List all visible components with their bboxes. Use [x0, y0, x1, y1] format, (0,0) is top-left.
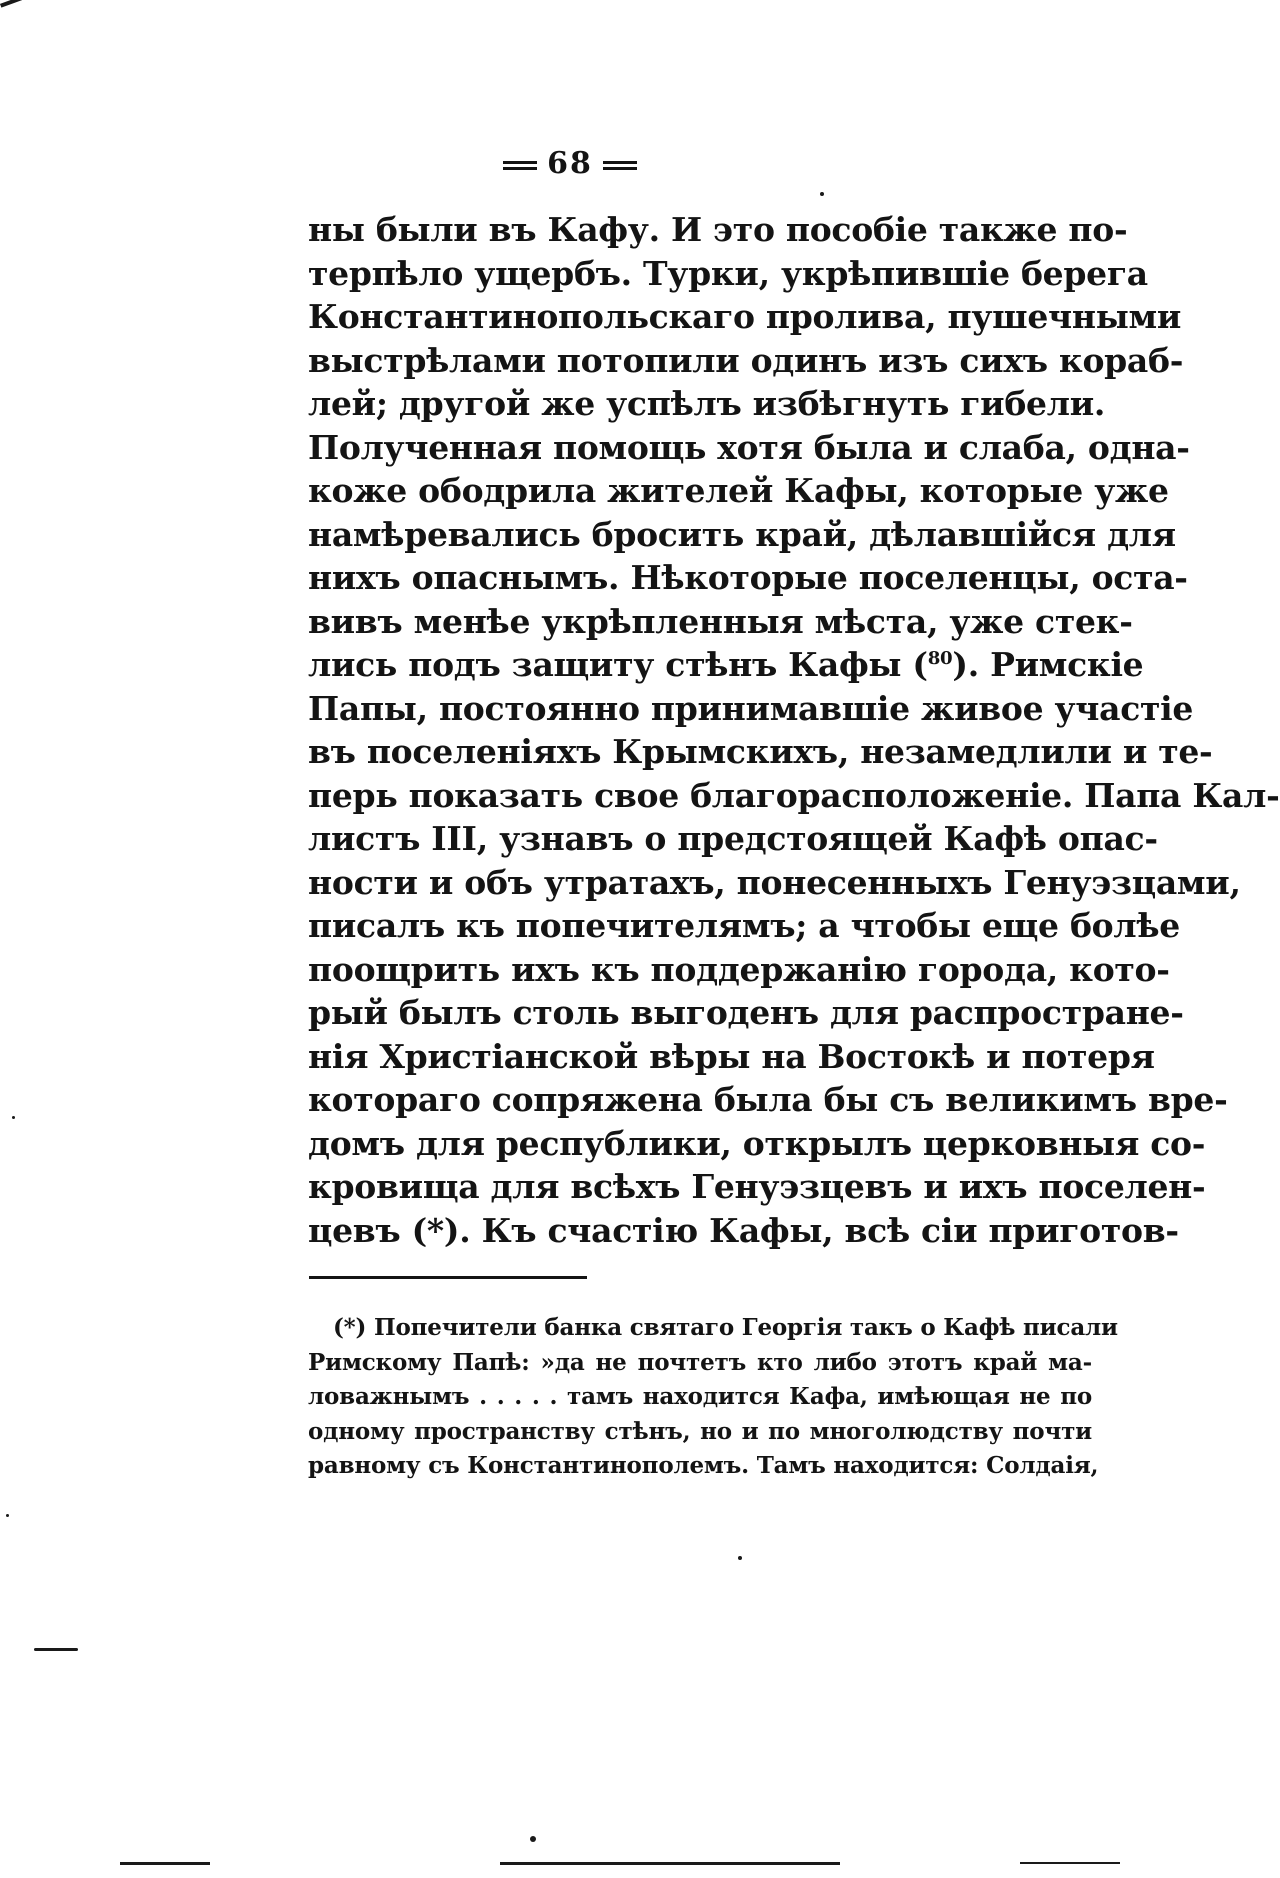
scan-speck [530, 1836, 536, 1842]
page-number-left-ornament [503, 161, 537, 170]
scan-mark [34, 1648, 78, 1651]
text-line-end: ). Римскіе [952, 645, 1144, 684]
footnote-line: Римскому Папѣ: »да не почтетъ кто либо этотъ край ма- [308, 1348, 1092, 1376]
text-line: Папы, постоянно принимавшіе живое участіе [308, 688, 1194, 728]
text-line: кровища для всѣхъ Генуэзцевъ и ихъ поселен- [308, 1167, 1206, 1206]
scan-mark [0, 0, 22, 8]
text-line: домъ для республики, открылъ церковныя со- [308, 1123, 1206, 1163]
text-line: котораго сопряжена была бы съ великимъ вре- [308, 1080, 1228, 1119]
scan-speck [738, 1556, 742, 1560]
text-line: лей; другой же успѣлъ избѣгнуть гибели. [308, 384, 1106, 423]
text-line: перь показать свое благорасположеніе. Папа Кал- [308, 775, 1280, 815]
text-line: писалъ къ попечителямъ; а чтобы еще болѣе [308, 906, 1180, 945]
text-line: нія Христіанской вѣры на Востокѣ и потеря [308, 1036, 1155, 1076]
scan-speck [6, 1514, 9, 1517]
text-line: Полученная помощь хотя была и слаба, одна- [308, 427, 1190, 467]
footnote-line: ловажнымъ . . . . . тамъ находится Кафа, имѣющая не по [308, 1383, 1092, 1410]
text-line: коже ободрила жителей Кафы, которые уже [308, 471, 1169, 510]
text-line: цевъ (*). Къ счастію Кафы, всѣ сіи приготов- [308, 1210, 1179, 1250]
page-number [0, 146, 1140, 181]
text-line-start: лись подъ защиту стѣнъ Кафы ( [308, 645, 928, 684]
text-line: нихъ опаснымъ. Нѣкоторые поселенцы, оста- [308, 558, 1188, 597]
text-line: въ поселеніяхъ Крымскихъ, незамедлили и те- [308, 732, 1213, 771]
text-line: ности и объ утратахъ, понесенныхъ Генуэзцами, [308, 862, 1241, 902]
footnote-line: (*) Попечители банка святаго Георгія такъ о Кафѣ писали [333, 1314, 1118, 1341]
text-line: намѣревались бросить край, дѣлавшійся для [308, 514, 1176, 554]
footnote-line: одному пространству стѣнъ, но и по многолюдству почти [308, 1417, 1092, 1445]
scan-speck [12, 1116, 15, 1119]
scan-mark [1020, 1862, 1120, 1864]
page-number-value: 68 [547, 146, 593, 181]
footnote [308, 1311, 1118, 1484]
text-line: рый былъ столь выгоденъ для распростране- [308, 993, 1184, 1032]
text-line: поощрить ихъ къ поддержанію города, кото- [308, 949, 1170, 989]
scan-mark [500, 1862, 840, 1865]
scan-speck [820, 192, 824, 196]
footnote-line: равному съ Константинополемъ. Тамъ находится: Солдаія, [308, 1452, 1099, 1479]
text-line: вивъ менѣе укрѣпленныя мѣста, уже стек- [308, 601, 1133, 641]
main-text [308, 208, 1280, 1252]
text-line: Константинопольскаго пролива, пушечными [308, 297, 1182, 336]
footnote-separator [309, 1276, 587, 1279]
text-line: выстрѣлами потопили одинъ изъ сихъ кораб- [308, 340, 1184, 380]
page-number-right-ornament [603, 161, 637, 170]
text-line: терпѣло ущербъ. Турки, укрѣпившіе берега [308, 253, 1148, 293]
reference-marker: 80 [927, 648, 953, 669]
text-line-with-reference [308, 643, 1144, 687]
text-line: ны были въ Кафу. И это пособіе также по- [308, 210, 1128, 249]
text-line: листъ III, узнавъ о предстоящей Кафѣ опас- [308, 819, 1158, 858]
scan-mark [120, 1862, 210, 1865]
